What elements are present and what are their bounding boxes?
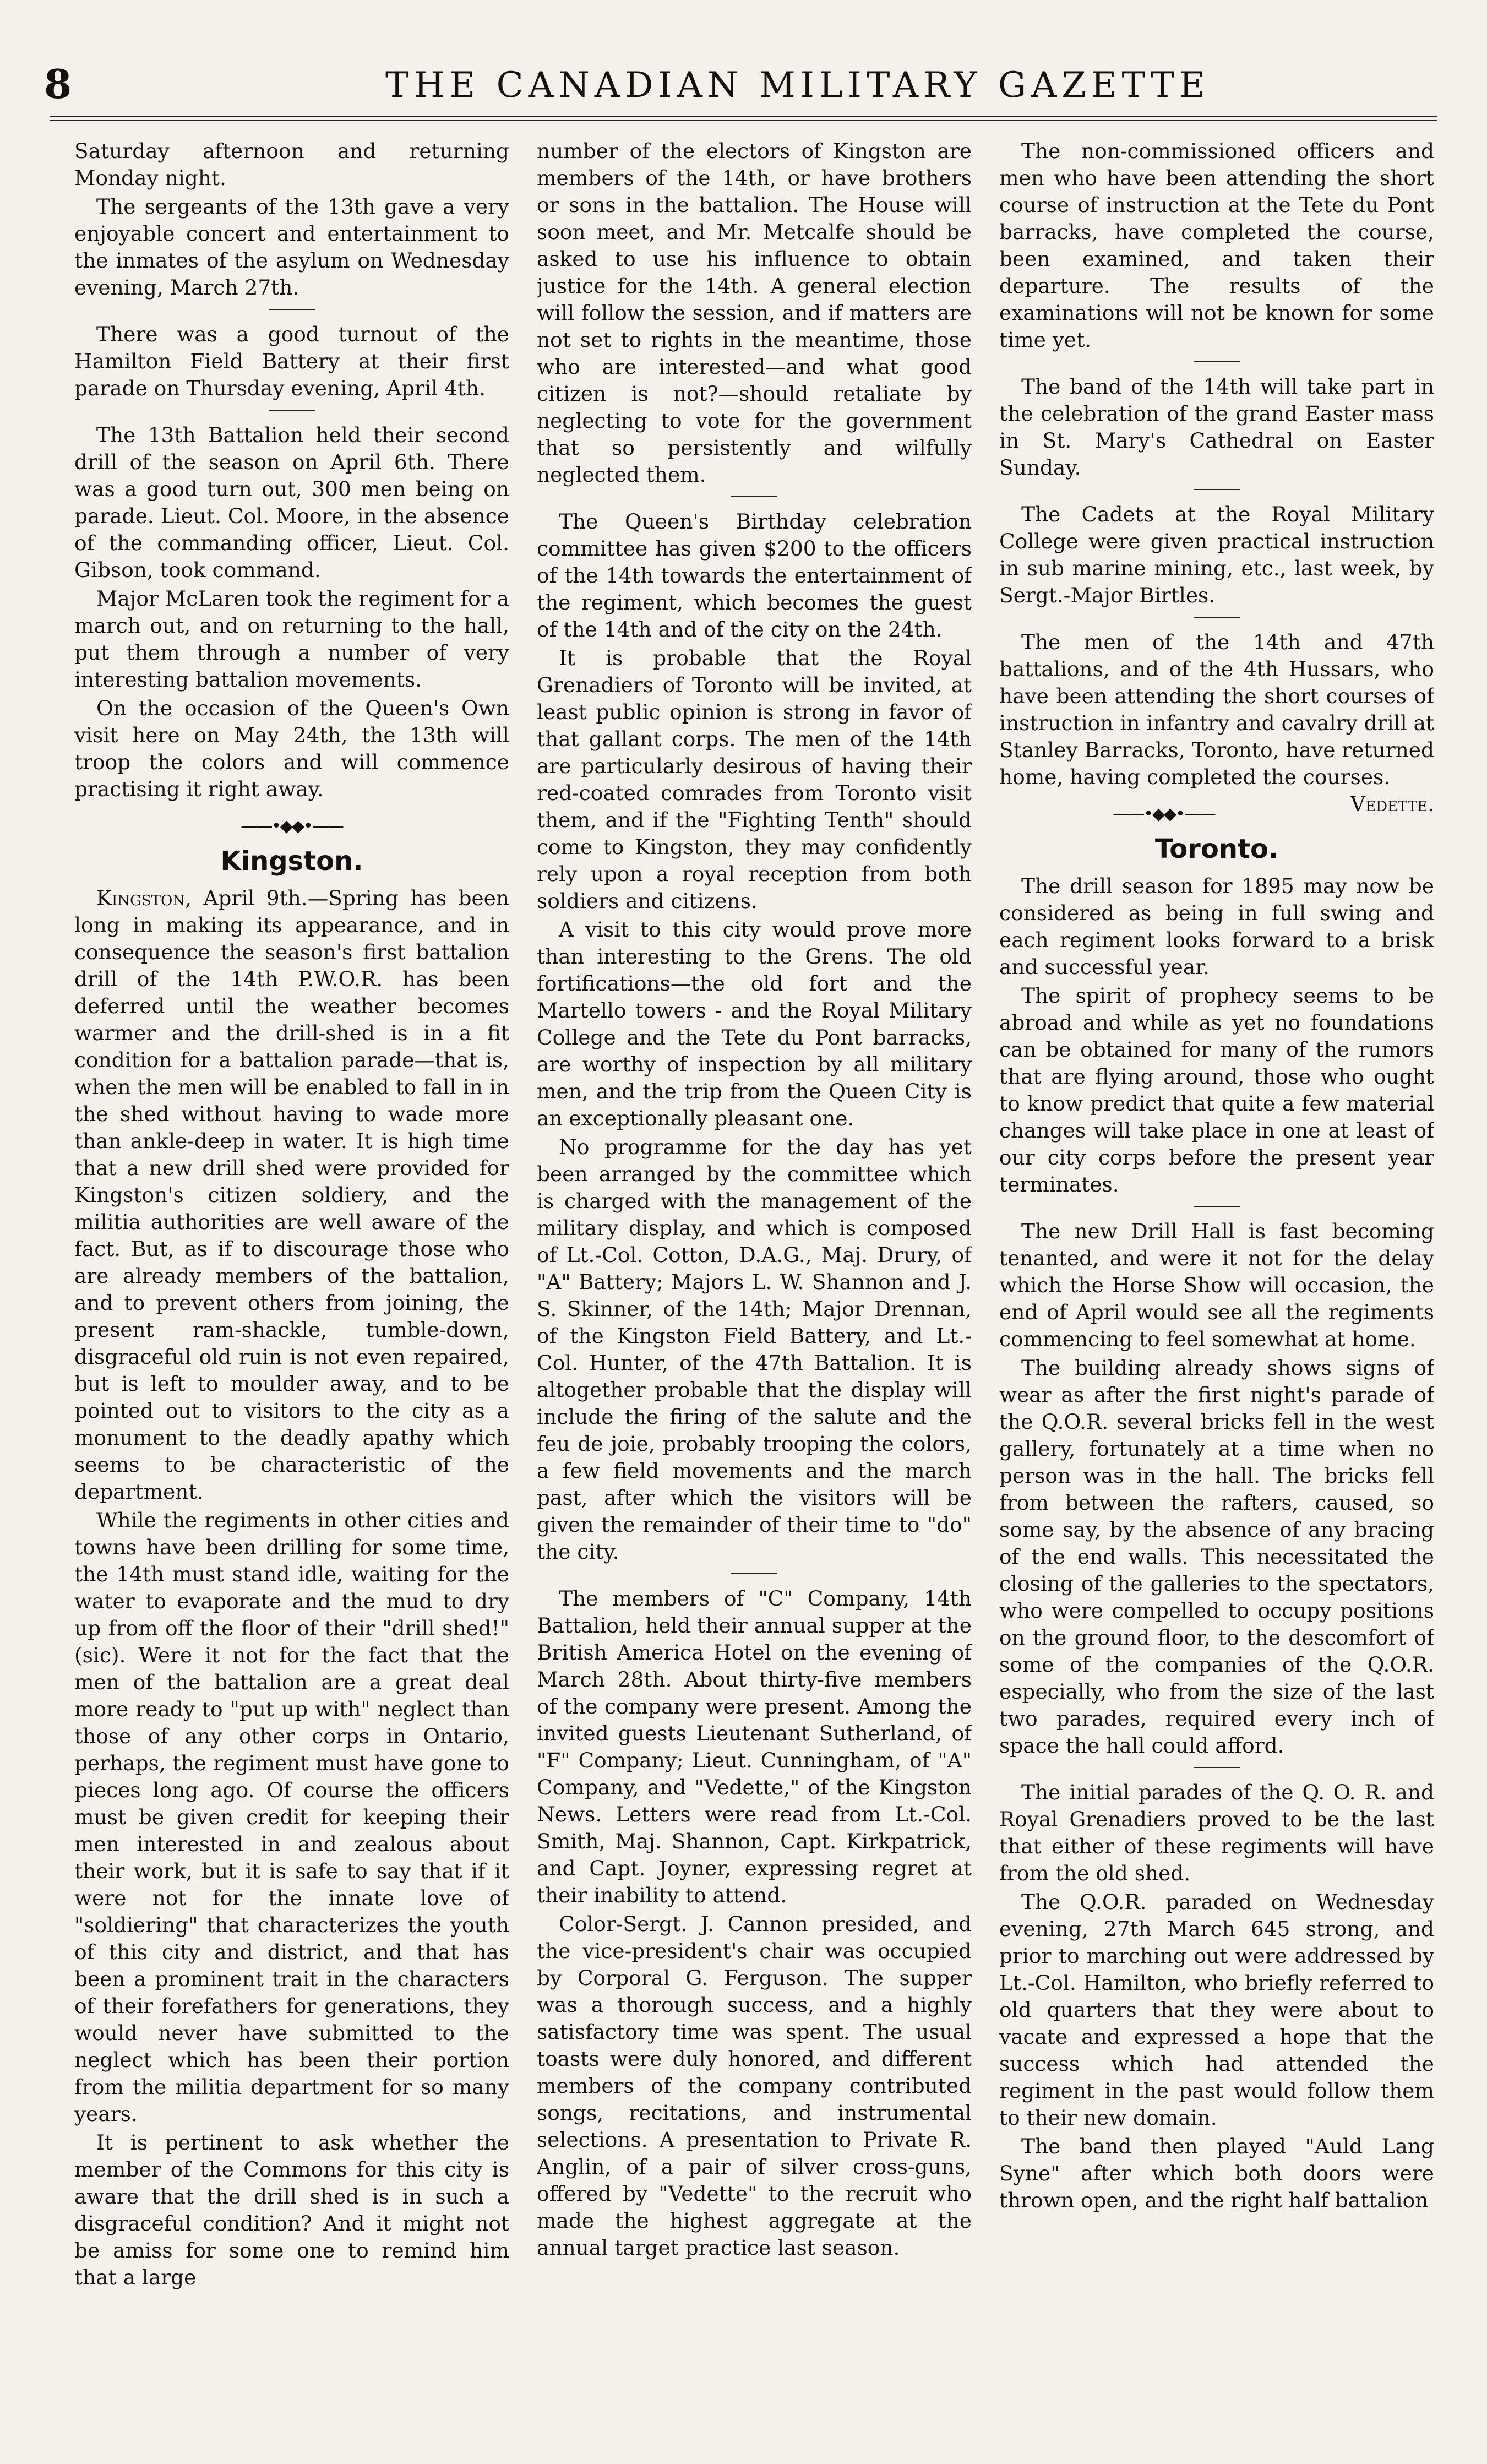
column-2	[537, 138, 972, 2445]
article-paragraph	[74, 2129, 509, 2291]
section-divider	[269, 410, 315, 411]
article-paragraph	[74, 321, 509, 402]
signature: Vedette.	[1350, 792, 1434, 816]
ornament-divider: ——•◆◆•——	[1113, 804, 1215, 824]
paragraph-text: The non-commissioned officers and men who have been attending the short course of instruction at the Tete du Pont barracks, have completed the course, been examined, and taken their departure. The results of the examinations will not be known for some time yet.	[999, 139, 1434, 352]
article-paragraph	[999, 1889, 1434, 2131]
section-heading: Kingston.	[220, 846, 363, 877]
paragraph-text: Saturday afternoon and returning Monday night.	[74, 139, 509, 190]
column-3	[999, 138, 1434, 2445]
paragraph-text: The members of "C" Company, 14th Battalion, held their annual supper at the British America Hotel on the evening of March 28th. About thirty-five members of the company were present. Among the invited guests Lieutenant Sutherland, of "F" Company; Lieut. Cunningham, of "A" Company, and "Vedette," of the Kingston News. Letters were read from Lt.-Col. Smith, Maj. Shannon, Capt. Kirkpatrick, and Capt. Joyner, expressing regret at their inability to attend.	[537, 1586, 972, 1907]
article-paragraph	[999, 629, 1434, 816]
article-paragraph	[999, 138, 1434, 353]
article-paragraph	[999, 501, 1434, 609]
paragraph-text: The Cadets at the Royal Military College were given practical instruction in sub marine mining, etc., last week, by Sergt.-Major Birtles.	[999, 502, 1434, 607]
paragraph-text: The band then played "Auld Lang Syne" after which both doors were thrown open, and the right half battalion	[999, 2134, 1434, 2212]
article-paragraph	[999, 982, 1434, 1198]
article-paragraph	[74, 585, 509, 693]
section-divider	[1194, 617, 1240, 618]
article-paragraph	[74, 138, 509, 192]
paragraph-text: The spirit of prophecy seems to be abroad and while as yet no foundations can be obtained for many of the rumors that are flying around, those who ought to know predict that quite a few material changes will take place in one at least of our city corps before the present year terminates.	[999, 983, 1434, 1196]
paragraph-text: It is probable that the Royal Grenadiers of Toronto will be invited, at least public opinion is strong in favor of that gallant corps. The men of the 14th are particularly desirous of having their red-coated comrades from Toronto visit them, and if the "Fighting Tenth" should come to Kingston, they may confidently rely upon a royal reception from both soldiers and citizens.	[537, 646, 972, 913]
section-divider	[731, 496, 777, 497]
paragraph-text: The Q.O.R. paraded on Wednesday evening, 27th March 645 strong, and prior to marching out were addressed by Lt.-Col. Hamilton, who briefly referred to old quarters that they were about to vacate and expressed a hope that the success which had attended the regiment in the past would follow them to their new domain.	[999, 1890, 1434, 2130]
article-paragraph	[999, 873, 1434, 981]
paragraph-text: Major McLaren took the regiment for a march out, and on returning to the hall, put them through a number of very interesting battalion movements.	[74, 586, 509, 692]
section-divider	[1194, 1206, 1240, 1207]
paragraph-text: The sergeants of the 13th gave a very enjoyable concert and entertainment to the inmates of the asylum on Wednesday evening, March 27th.	[74, 194, 509, 300]
paragraph-text: There was a good turnout of the Hamilton Field Battery at their first parade on Thursday evening, April 4th.	[74, 322, 509, 400]
dateline: Kingston,	[96, 886, 192, 910]
masthead	[0, 0, 1487, 138]
section-divider	[1194, 489, 1240, 490]
paragraph-text: The 13th Battalion held their second drill of the season on April 6th. There was a good turn out, 300 men being on parade. Lieut. Col. Moore, in the absence of the commanding officer, Lieut. Col. Gibson, took command.	[74, 423, 509, 582]
paragraph-text: The band of the 14th will take part in the celebration of the grand Easter mass in St. Mary's Cathedral on Easter Sunday.	[999, 374, 1434, 480]
paragraph-text: The drill season for 1895 may now be considered as being in full swing and each regiment looks forward to a brisk and successful year.	[999, 874, 1434, 979]
paragraph-text: The new Drill Hall is fast becoming tenanted, and were it not for the delay which the Horse Show will occasion, the end of April would see all the regiments commencing to feel somewhat at home.	[999, 1219, 1434, 1351]
paragraph-text: The men of the 14th and 47th battalions, and of the 4th Hussars, who have been attending the short courses of instruction in infantry and cavalry drill at Stanley Barracks, Toronto, have returned home, having completed the courses.	[999, 630, 1434, 789]
article-paragraph	[74, 193, 509, 301]
column-1	[74, 138, 509, 2445]
article-paragraph	[537, 138, 972, 488]
page-number: 8	[44, 61, 72, 107]
article-paragraph	[74, 422, 509, 584]
article-paragraph	[999, 2133, 1434, 2214]
paragraph-text: Color-Sergt. J. Cannon presided, and the vice-president's chair was occupied by Corporal G. Ferguson. The supper was a thorough success, and a highly satisfactory time was spent. The usual toasts were duly honored, and different members of the company contributed songs, recitations, and instrumental selections. A presentation to Private R. Anglin, of a pair of silver cross-guns, offered by "Vedette" to the recruit who made the highest aggregate at the annual target practice last season.	[537, 1912, 972, 2260]
header-rule	[50, 116, 1437, 117]
article-paragraph	[999, 1779, 1434, 1887]
gazette-title: THE CANADIAN MILITARY GAZETTE	[385, 65, 1210, 106]
paragraph-text: The initial parades of the Q. O. R. and Royal Grenadiers proved to be the last that either of these regiments will have from the old shed.	[999, 1780, 1434, 1885]
article-paragraph	[999, 1355, 1434, 1759]
section-divider	[731, 1573, 777, 1574]
paragraph-text: The building already shows signs of wear as after the first night's parade of the Q.O.R. several bricks fell in the west gallery, fortunately at a time when no person was in the hall. The bricks fell from between the rafters, caused, so some say, by the absence of any bracing of the end walls. This necessitated the closing of the galleries to the spectators, who were compelled to occupy positions on the ground floor, to the descomfort of some of the companies of the Q.O.R. especially, who from the size of the last two parades, required every inch of space the hall could afford.	[999, 1356, 1434, 1758]
paragraph-text: No programme for the day has yet been arranged by the committee which is charged with the management of the military display, and which is composed of Lt.-Col. Cotton, D.A.G., Maj. Drury, of "A" Battery; Majors L. W. Shannon and J. S. Skinner, of the 14th; Major Drennan, of the Kingston Field Battery, and Lt.-Col. Hunter, of the 47th Battalion. It is altogether probable that the display will include the firing of the salute and the feu de joie, probably trooping the colors, a few field movements and the march past, after which the visitors will be given the remainder of their time to "do" the city.	[537, 1135, 972, 1564]
article-paragraph	[537, 1134, 972, 1565]
section-divider	[1194, 1767, 1240, 1768]
article-paragraph	[74, 885, 509, 1505]
paragraph-text: The Queen's Birthday celebration committee has given $200 to the officers of the 14th towards the entertainment of the regiment, which becomes the guest of the 14th and of the city on the 24th.	[537, 509, 972, 641]
article-paragraph	[537, 1911, 972, 2261]
article-paragraph	[74, 1507, 509, 2128]
article-paragraph	[537, 1585, 972, 1909]
article-paragraph	[999, 373, 1434, 481]
paragraph-text: It is pertinent to ask whether the member of the Commons for this city is aware that the drill shed is in such a disgraceful condition? And it might not be amiss for some one to remind him that a large	[74, 2130, 509, 2289]
section-heading: Toronto.	[1154, 834, 1279, 864]
article-paragraph	[537, 645, 972, 915]
paragraph-text: On the occasion of the Queen's Own visit here on May 24th, the 13th will troop the colors and will commence practising it right away.	[74, 696, 509, 801]
paragraph-text: While the regiments in other cities and towns have been drilling for some time, the 14th must stand idle, waiting for the water to evaporate and the mud to dry up from off the floor of their "drill shed!" (sic). Were it not for the fact that the men of the battalion are a great deal more ready to "put up with" neglect than those of any other corps in Ontario, perhaps, the regiment must have gone to pieces long ago. Of course the officers must be given credit for keeping their men interested in and zealous about their work, but it is safe to say that if it were not for the innate love of "soldiering" that characterizes the youth of this city and district, and that has been a prominent trait in the characters of their forefathers for generations, they would never have submitted to the neglect which has been their portion from the militia department for so many years.	[74, 1508, 509, 2126]
paragraph-text: April 9th.—Spring has been long in making its appearance, and in consequence the season's first battalion drill of the 14th P.W.O.R. has been deferred until the weather becomes warmer and the drill-shed is in a fit condition for a battalion parade—that is, when the men will be enabled to fall in in the shed without having to wade more than ankle-deep in water. It is high time that a new drill shed were provided for Kingston's citizen soldiery, and the militia authorities are well aware of the fact. But, as if to discourage those who are already members of the battalion, and to prevent others from joining, the present ram-shackle, tumble-down, disgraceful old ruin is not even repaired, but is left to moulder away, and to be pointed out to visitors to the city as a monument to the deadly apathy which seems to be characteristic of the department.	[74, 886, 509, 1504]
paragraph-text: number of the electors of Kingston are members of the 14th, or have brothers or sons in the battalion. The House will soon meet, and Mr. Metcalfe should be asked to use his influence to obtain justice for the 14th. A general election will follow the session, and if matters are not set to rights in the meantime, those who are interested—and what good citizen is not?—should retaliate by neglecting to vote for the government that so persistently and wilfully neglected them.	[537, 139, 972, 487]
paragraph-text: A visit to this city would prove more than interesting to the Grens. The old fortifications—the old fort and the Martello towers - and the Royal Military College and the Tete du Pont barracks, are worthy of inspection by all military men, and the trip from the Queen City is an exceptionally pleasant one.	[537, 917, 972, 1130]
article-paragraph	[74, 695, 509, 803]
article-paragraph	[537, 508, 972, 643]
article-paragraph	[999, 1218, 1434, 1353]
section-divider	[269, 309, 315, 310]
section-divider	[1194, 361, 1240, 362]
article-paragraph	[537, 916, 972, 1132]
ornament-divider: ——•◆◆•——	[241, 817, 343, 836]
header-rule-thin	[50, 120, 1437, 121]
